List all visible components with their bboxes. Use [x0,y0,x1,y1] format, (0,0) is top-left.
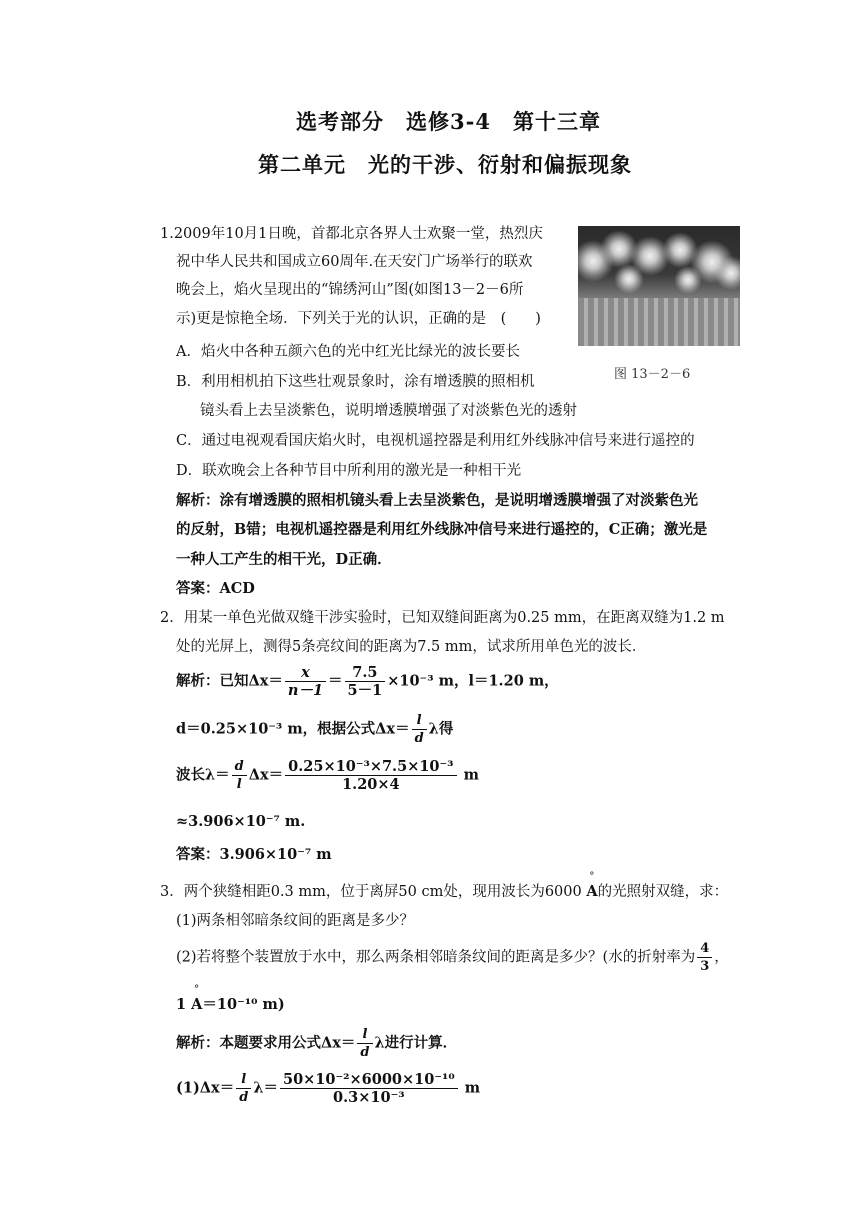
q2-d-tail: λ得 [428,720,454,738]
q2-wavelength-mid: Δx＝ [248,766,284,784]
q3-solution-tail: λ进行计算． [374,1034,458,1052]
q2-line1: 2．用某一单色光做双缝干涉实验时，已知双缝间距离为0.25 mm，在距离双缝为1.2 m [160,610,725,626]
q1-option-a: A．焰火中各种五颜六色的光中红光比绿光的波长要长 [176,344,520,360]
q2-line2: 处的光屏上，测得5条亮纹间的距离为7.5 mm，试求所用单色光的波长． [176,639,647,655]
q3-line1 [160,880,728,901]
q3-part2 [176,940,729,975]
q1-option-b: B．利用相机拍下这些壮观景象时，涂有增透膜的照相机 [176,374,535,390]
q3-part1: (1)两条相邻暗条纹间的距离是多少？ [176,913,415,929]
q1-option-d: D．联欢晚会上各种节目中所利用的激光是一种相干光 [176,463,522,479]
q2-fraction-5: $\frac{\text{0.25×10⁻³×7.5×10⁻³}}{1.20\times 4}$ [285,758,456,793]
fireworks-photo [578,226,740,346]
q2-d-text: d＝0.25×10⁻³ m，根据公式Δx＝ [176,720,410,738]
q2-wavelength-label: 波长λ＝ [176,766,230,784]
q1-solution-line3: 一种人工产生的相干光，D正确． [176,551,392,568]
q1-option-b-cont: 镜头看上去呈淡紫色，说明增透膜增强了对淡紫色光的透射 [200,403,577,419]
q1-answer: 答案：ACD [176,580,255,597]
q3-fraction-3: $\frac{\text{50×10⁻²×6000×10⁻¹⁰}}{\text{0.3×10⁻³}}$ [280,1071,458,1106]
q2-solution-line2 [176,712,453,747]
q3-angstrom-def [176,993,285,1014]
angstrom-symbol: ° A [586,883,597,900]
q3-fraction-refractive: $\frac{4}{3}$ [697,940,712,975]
q3-calc-label: (1)Δx＝ [176,1079,235,1097]
q1-option-c: C．通过电视观看国庆焰火时，电视机遥控器是利用红外线脉冲信号来进行遥控的 [176,433,695,449]
q1-line2: 祝中华人民共和国成立60周年.在天安门广场举行的联欢 [176,254,533,270]
q3-fraction-1: $\frac{l}{d}$ [357,1026,372,1061]
q3-angstrom-value: ＝10⁻¹⁰ m) [202,996,285,1013]
q2-fraction-1: $\frac{x}{n-1}$ [285,664,326,699]
q3-line1-c: 的光照射双缝，求： [597,884,729,900]
q3-solution-line1 [176,1026,457,1061]
q2-solution-line1: 解析：已知Δx＝ $\frac{x}{n-1}$ ＝ $\frac{7.5}{5-1}$ ×10⁻³ m，l＝1.20 m， [176,664,559,699]
q3-solution-text: 解析：本题要求用公式Δx＝ [176,1034,356,1052]
q3-calc-mid: λ＝ [253,1079,278,1097]
q2-solution-tail: ×10⁻³ m，l＝1.20 m， [387,672,559,690]
section-title: 第二单元 光的干涉、衍射和偏振现象 [258,152,632,177]
q3-line1-a: 3．两个狭缝相距0.3 mm，位于离屏50 cm处，现用波长为6000 [160,884,582,900]
q2-solution-line3 [176,758,479,793]
q2-wavelength-unit: m [463,766,479,784]
q3-angstrom-one: 1 [176,996,187,1013]
q3-part2-tail: ， [714,949,729,966]
q1-solution-line2: 的反射，B错；电视机遥控器是利用红外线脉冲信号来进行遥控的，C正确；激光是 [176,521,708,538]
q1-line1: 1.2009年10月1日晚，首都北京各界人士欢聚一堂，热烈庆 [160,226,543,242]
q1-line3: 晚会上，焰火呈现出的“锦绣河山”图(如图13－2－6所 [176,282,524,298]
q1-solution-line1: 解析：涂有增透膜的照相机镜头看上去呈淡紫色，是说明增透膜增强了对淡紫色光 [176,492,698,509]
q3-calc-unit: m [464,1079,481,1097]
q2-fraction-4: $\frac{d}{l}$ [232,758,247,793]
q3-fraction-2: $\frac{l}{d}$ [236,1071,251,1106]
q2-answer: 答案：3.906×10⁻⁷ m [176,846,332,863]
page-title: 选考部分 选修3-4 第十三章 [296,109,601,134]
figure-caption: 图 13－2－6 [614,367,691,382]
q2-solution-label: 解析：已知Δx＝ [176,672,283,690]
angstrom-symbol-2: ° A [191,996,202,1013]
q2-fraction-2: $\frac{7.5}{5-1}$ [345,664,386,699]
q3-calculation [176,1071,480,1106]
q2-approx: ≈3.906×10⁻⁷ m. [176,813,306,830]
q3-part2-text: (2)若将整个装置放于水中，那么两条相邻暗条纹间的距离是多少？(水的折射率为 [176,949,696,966]
q2-fraction-3: $\frac{l}{d}$ [412,712,427,747]
q1-line4: 示)更是惊艳全场．下列关于光的认识，正确的是 ( ) [176,311,541,327]
